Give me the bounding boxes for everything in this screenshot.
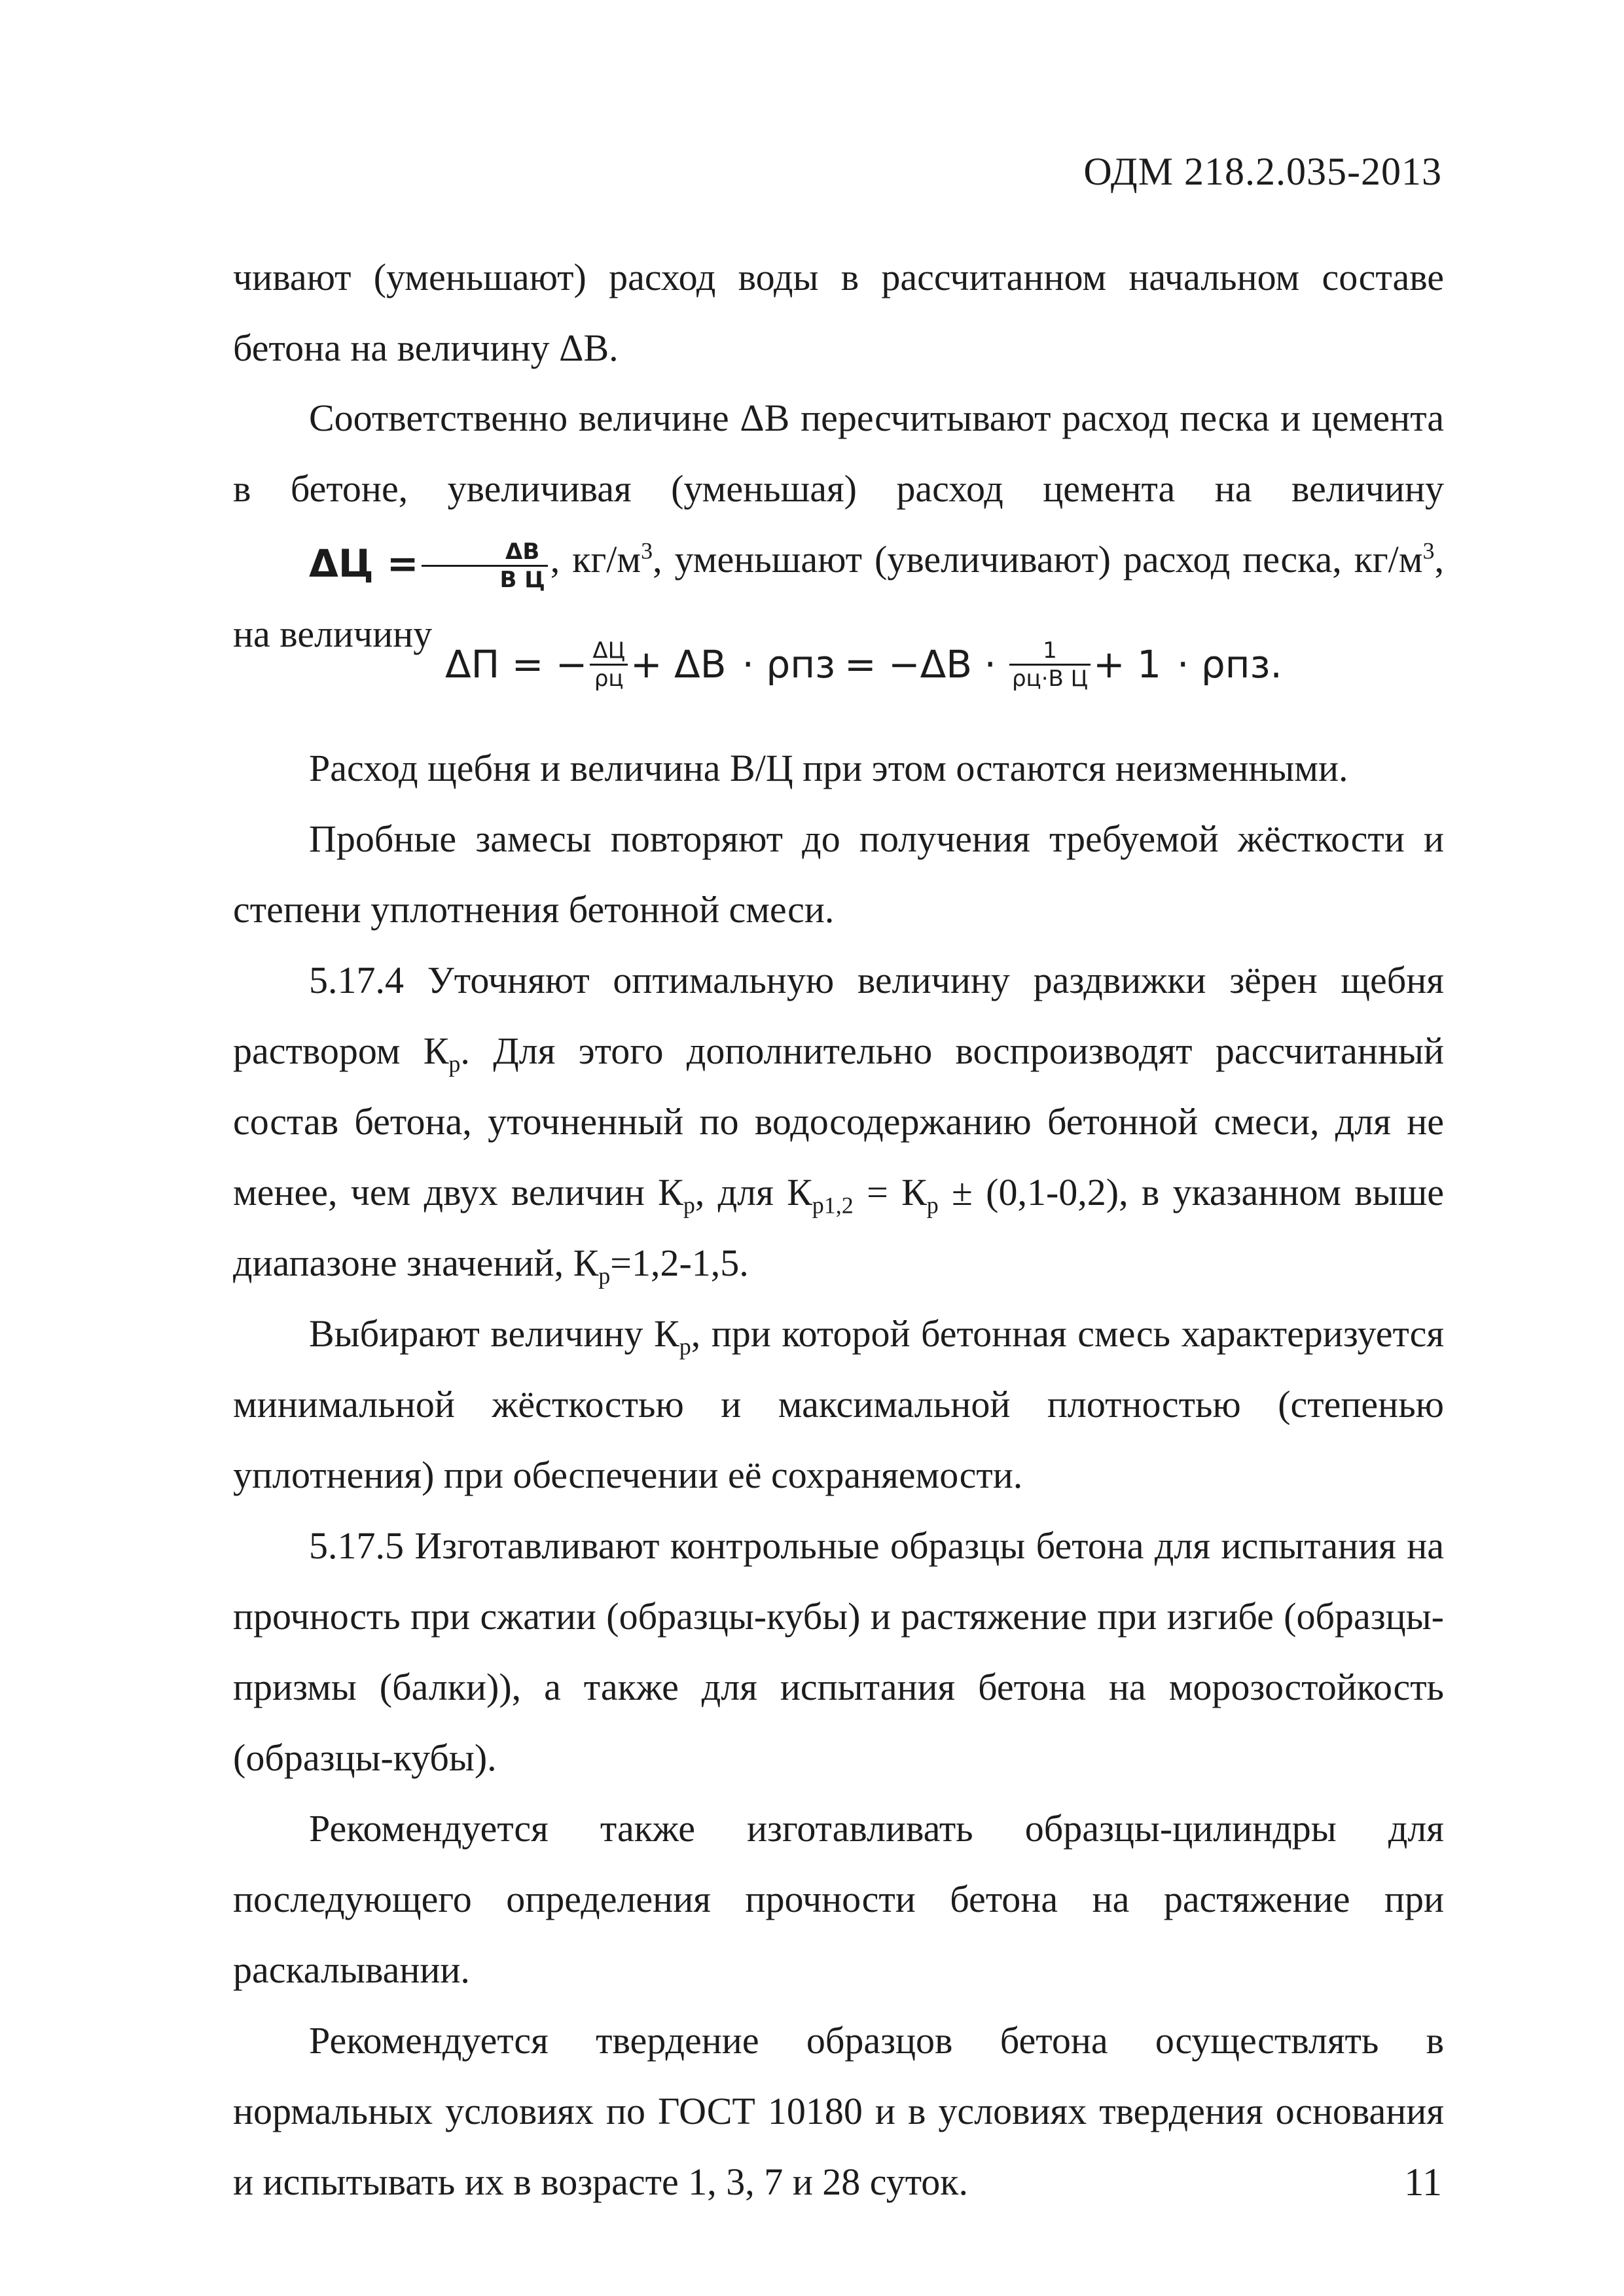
paragraph-2-text-a: Соответственно величине ΔВ пересчитывают расход песка и цемента в бетоне, увеличивая (уменьшая) расход цемента на величину <box>233 397 1444 510</box>
formula-dot-rho-1: · ρпз <box>742 642 835 687</box>
fraction-numerator: ΔЦ <box>590 637 628 666</box>
p6-text-a: Выбирают величину К <box>309 1312 679 1355</box>
formula-plus-delta-b: + ΔВ <box>630 642 727 687</box>
paragraph-5174 <box>233 945 1444 1299</box>
subscript-r12: р1,2 <box>812 1192 854 1219</box>
paragraph-6 <box>233 1299 1444 1511</box>
formula-fraction-2 <box>1009 637 1091 692</box>
p5-text-d: = К <box>853 1171 927 1213</box>
paragraph-8: Рекомендуется также изготавливать образцы-цилиндры для последующего определения прочности бетона на растяжение при раскалывании. <box>233 1807 1444 1991</box>
p6-text-b: , при которой бетонная смесь характеризуется минимальной жёсткостью и максимальной плотностью (степенью уплотнения) при обеспечении её сохраняемости. <box>233 1312 1444 1496</box>
subscript-r: р <box>679 1333 691 1360</box>
formula-lhs: ΔП = − <box>445 642 588 687</box>
subscript-r: р <box>598 1263 611 1289</box>
formula-equals-2: = −ΔВ · <box>844 642 996 687</box>
subscript-r: р <box>683 1192 695 1219</box>
paragraph-1: чивают (уменьшают) расход воды в рассчитанном начальном составе бетона на величину ΔВ. <box>233 256 1444 369</box>
delta-cement-formula <box>233 528 550 599</box>
subscript-r: р <box>926 1192 939 1219</box>
p5-text-b: . Для этого дополнительно воспроизводят рассчитанный состав бетона, уточненный по водосодержанию бетонной смеси, для не менее, чем двух величин К <box>233 1030 1444 1213</box>
subscript-r: р <box>448 1050 461 1077</box>
paragraph-2-text-c: , уменьшают (увеличивают) расход песка, кг/м <box>653 538 1423 581</box>
paragraph-9: Рекомендуется твердение образцов бетона осуществлять в нормальных условиях по ГОСТ 10180 и в условиях твердения основания и испытывать их в возрасте 1, 3, 7 и 28 суток. <box>233 2019 1444 2203</box>
delta-cement-lhs: ΔЦ = <box>309 541 419 586</box>
p5-text-f: =1,2-1,5. <box>610 1242 749 1284</box>
delta-sand-formula <box>445 622 1283 707</box>
formula-plus-one: + 1 <box>1093 642 1161 687</box>
fraction-numerator: ΔВ <box>422 539 548 567</box>
paragraph-2-text-b: , кг/м <box>550 538 641 581</box>
paragraph-5175: 5.17.5 Изготавливают контрольные образцы бетона для испытания на прочность при сжатии (образцы-кубы) и растяжение при изгибе (образцы-призмы (балки)), а также для испытания бетона на морозостойкость (образцы-кубы). <box>233 1524 1444 1779</box>
fraction-denominator: В Ц <box>499 567 545 594</box>
paragraph-continuation <box>233 242 1444 384</box>
paragraph-3: Расход щебня и величина В/Ц при этом остаются неизменными. <box>309 747 1348 789</box>
formula-fraction-1 <box>590 637 628 692</box>
superscript-3: 3 <box>641 537 653 564</box>
p5-text-c: , для К <box>695 1171 812 1213</box>
fraction-numerator: 1 <box>1009 637 1091 666</box>
paragraph-4: Пробные замесы повторяют до получения требуемой жёсткости и степени уплотнения бетонной смеси. <box>233 817 1444 931</box>
page-number: 11 <box>1404 2161 1442 2204</box>
fraction-denominator: ρц·В Ц <box>1011 665 1089 692</box>
p5-text-e: ± (0,1-0,2), в указанном выше диапазоне значений, К <box>233 1171 1445 1284</box>
p5-text-a: 5.17.4 Уточняют оптимальную величину раздвижки зёрен щебня раствором К <box>233 959 1444 1072</box>
superscript-3: 3 <box>1422 537 1435 564</box>
document-code-header: ОДМ 218.2.035-2013 <box>1083 150 1442 193</box>
main-text-block <box>233 733 1444 2217</box>
delta-cement-fraction <box>422 539 548 593</box>
paragraph-2-text-d: , на величину <box>233 538 1444 655</box>
fraction-denominator: ρц <box>594 665 624 692</box>
formula-dot-rho-2: · ρпз. <box>1176 642 1282 687</box>
